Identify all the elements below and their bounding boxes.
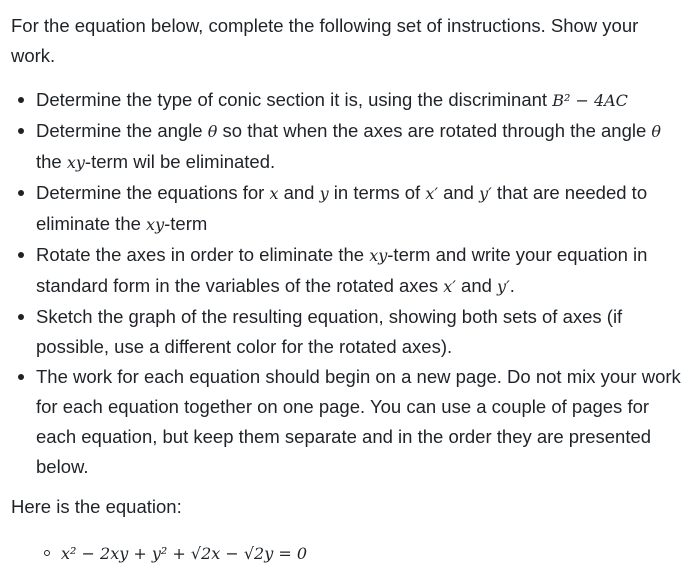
instruction-item: The work for each equation should begin on a new page. Do not mix your work for each equation together on one page. You can use a couple of pages for each equation, but keep them separate and in the order they are presented below. <box>11 362 684 482</box>
math-xy: xy <box>146 215 165 234</box>
math-theta: θ <box>651 122 662 141</box>
equation-math: x² − 2xy + y² + √2x − √2y = 0 <box>61 544 308 563</box>
math-x-prime: x′ <box>425 184 438 203</box>
instruction-item: Rotate the axes in order to eliminate the xy-term and write your equation in standard form in the variables of the rotated axes x′ and y′. <box>11 240 684 302</box>
math-xy: xy <box>66 153 85 172</box>
math-theta: θ <box>207 122 218 141</box>
instruction-item: Determine the type of conic section it is, using the discriminant B² − 4AC <box>11 85 684 116</box>
math-discriminant: B² − 4AC <box>552 91 628 110</box>
equation-item <box>11 538 684 569</box>
instruction-list <box>11 85 684 482</box>
math-x: x <box>269 184 279 203</box>
equation-list <box>11 538 684 569</box>
math-y-prime: y′ <box>479 184 492 203</box>
instruction-item: Determine the angle θ so that when the axes are rotated through the angle θ the xy-term wil be eliminated. <box>11 116 684 178</box>
equation-heading: Here is the equation: <box>11 496 182 517</box>
math-y-prime: y′ <box>497 277 510 296</box>
math-xy: xy <box>369 246 388 265</box>
instruction-item: Sketch the graph of the resulting equation, showing both sets of axes (if possible, use a different color for the rotated axes). <box>11 302 684 362</box>
intro-text: For the equation below, complete the following set of instructions. Show your work. <box>11 15 639 66</box>
math-y: y <box>319 184 329 203</box>
math-x-prime: x′ <box>443 277 456 296</box>
instruction-item: Determine the equations for x and y in terms of x′ and y′ that are needed to eliminate the xy-term <box>11 178 684 240</box>
